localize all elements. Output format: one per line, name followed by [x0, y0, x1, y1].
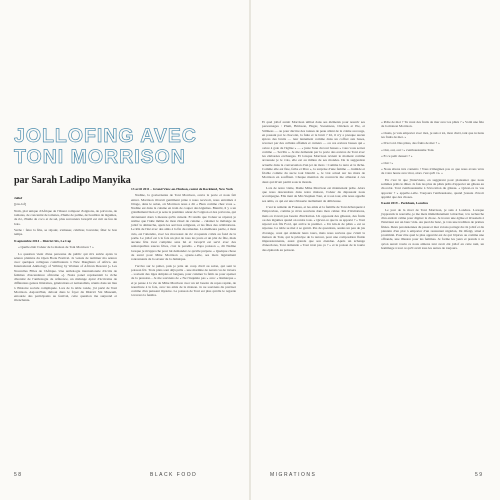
- paragraph: « Nous étions très contents ! Vous n'imaginez pas ce que nous avons vécu de votre heure avec moi, alors c'est qu'il va. »: [381, 167, 484, 176]
- paragraph: « Et ce petit dessert ? »: [381, 154, 413, 159]
- paragraph: Nom, plat unique d'Afrique de l'Ouest composé d'oignons, de poivrons, de tomates, de concentré de tomates, d'huile de palme, de bouillon de légumes, de riz, d'huile de coco et de sel, plus savoureux lorsqu'il est cuit au feu de bois.: [14, 208, 117, 226]
- article-title: [14, 126, 234, 168]
- title-line-2: TONI MORRISON: [14, 146, 186, 168]
- paragraph: « Quelle était l'odeur de la maison de Toni Morrison ? »: [18, 245, 94, 250]
- paragraph: Nadine, la gouvernante de Toni Morrison, ouvre la porte et nous fait entrer. Morrison m'avait gentiment priée à nous recevoir, nous entraînés à l'étage, dans le salon, où Morrison nous a dit « Bien comme chez vous ». Nadine est dans la cuisine en train de couper des légumes. Bientôt, il y a un grésillement bien et je sens la première odeur de l'oignon et des poivrons, qui deviennent doux à mesure qu'ils cuisent. Et tandis que l'odeur se répand, je réalise que l'idée même de mon rituel de cuisine – cuisiner le mélange de jollof la démarche, après les services religieux, et les fêtes des célébrations. Le Riz de l'été avec des amis à la fin du ramadan. La meilleure partie, à mon avis, est l'attendre, avec les morceaux de riz croquants collés au fond de la poêle. Le jollof est à la fois un plat de tous les jours et un plat de fête, mais aucune fête n'est complète sans lui et lorsqu'il est servi avec des remarquables sauces frites, c'est le paradis. « Papa poisson », dit Nadine lorsque je m'approche pour lui demander ce qu'elle prépare. « Quelque chose de sucré pour Mme Morrison », ajoute-t-elle, ses mots légèrement ronronnants de la saveur de la Jamaïque.: [131, 193, 236, 262]
- paragraph: 13 avril 2011 – Grand View-on-Hudson, comté de Rockland, New York: [131, 187, 233, 191]
- text-column-1: [14, 196, 117, 305]
- paragraph: « Ouais, je vais emporter avec moi, je suis à toi, mon chéri, tant que tu tiens tes fruits de mer. »: [381, 130, 484, 139]
- paragraph: Et quel jollof aurait Morrison utilisé dans ses éléments pour nourrir ses personnages : Plum, Hérisson, Hagar, Sweetness, Chicken et Pie, et Stillness — ou pour décrire des tonnes de peau allant de la crème au rouge, en passant par le chocolat, la fuite et le bruit ? Ici, il n'y a presque aucun épices des bruits — leur lentement comme dans un coffret aux bases, reverser par des cellules affamés et curieux — ou ces œuvres basses qui « ouvre à gole de l'église » — « juste l'une du tout basses » vous vous serrez comme — Sevilla ». Je me demande par la porte des œuvres de Toni avec les élaborées exchanges. Et lorsque Morrison revient le moment comme arroussée je le vois, elle est au milieu de ses mondes. De la suggestion actuelle dans la conversation d'un jet de mots : Comme la terre et la tâche. Comme elle est fine, faibe et libre », la surprise d'une femme — humide et friable comme du sucre tout blanchi », le vrai actuel sur les murs de Morrison en souffrant. Chaque mention du couvercle me allusion à ces deux qui m'ont parmi sous le monde.: [262, 120, 365, 184]
- paragraph: « Oui ! »: [381, 160, 394, 165]
- paragraph: Verbe : faire la fête, se réjouir, s'amuser, célébrer, bavarder, fêter le bon temps.: [14, 228, 117, 237]
- author-byline: par Sarah Ladipo Manyika: [14, 175, 131, 186]
- paragraph: « Prête de moi ? Tu veux des fruits de mer avec tes pâtés ? » Voilà une fête de la maison Morrison.: [381, 120, 484, 129]
- text-column-3: [262, 120, 365, 254]
- title-line-1: JOLLOFING AVEC: [14, 125, 198, 147]
- text-column-4: [381, 120, 484, 252]
- page-gutter: [249, 0, 251, 500]
- running-head-left: BLACK FOOD: [150, 472, 198, 478]
- paragraph: Jollof: [14, 196, 23, 200]
- paragraph: « D'accord. Des pâtes, des fruits de mer ? »: [381, 141, 440, 146]
- paragraph: 8 août 2019 – Peckham, Londres: [381, 201, 429, 206]
- paragraph: [jaw-lof]: [14, 202, 27, 207]
- running-head-right: MIGRATIONS: [270, 472, 317, 478]
- paragraph: Lors de notre visite, Dame Mme Morrison est maintenant prête. Alors que nous descendons dans notre maison, l'odeur du dépassant nous accompagne. Elle tient de Mrs Stephen Tout, et à son tour, elle nous appelle ses amis, ce qui est une rôtisserie réellement de délicieuse.: [262, 185, 365, 203]
- paragraph: Le jour de la mort de Toni Morrison, je suis à Londres. Lorsque j'apprends la nouvelle, je me mets immédiatement à marcher, à la recherche d'un endroit calme pour digérer la chose. Je trouve une église et m'assieds à l'intérieur sur un banc vide. Au pied du banc, je vois une tradition de prières fêtées. Deux paroissiennes du passé et moi avions partagé du riz jollof et du plantain d'un plat à emporter d'un restaurant nigérian, Ilé Ofeigi, situé à proximité. Pour être quel le plus apprécié est de qui l'épices ou comme une offrande, une illusion pour les femmes. Je forme les yeux et prends à ce qu'on aurait voulu ce nous aimons tant avoir été jollof en cette nuit, un hommage à tout ce qu'il avait tous les autres de toujours.: [381, 207, 484, 250]
- page-number-left: 58: [14, 472, 23, 478]
- paragraph: En c'est là que j'interviens, en suggérant pour plaisanter que nous sommes prêts le dîner. Je fais les plus de pâtés prêts d'apporter un gâteau au chocolat. Toni s'enthousiasme à l'évocation du gâteau. « Qu'est-ce tu vas apporter ? » appelle-t-elle. Toujours l'enthousiaste, quand j'essaie d'avoir apprêté que des choses.: [381, 177, 484, 199]
- paragraph: C'est le remède de Fokasu, et les amis et la famille de Toni débarquent à l'improviste, comme je m'en souviens dans mon cahier. Pas d'invitations, mais on n'avait pas besoin d'invitation. Un opposant des gâteaux, des fruits ou des légumes quand on rentre tous. « Qu'est-ce que tu as apporté ? » Toni répond son fils Ford, qui arrive le premier. « Un kin-la de pâtés » est sa réponse. La table se met à se garnir. Pas de questions, seules un peu de jus d'orange, ceux qui aidaient leurs tours, mais nous savions que c'était la maison de Toni, qui le principe de la terreur, pour une composition fluide impressionnante, aussi grande que son étendue. Après un échange d'anecdotes, Toni demande « Tout n'est pas ça ? » et le poison de la tourte des épinards au poisson.: [262, 205, 365, 252]
- paragraph: La question vient d'une personne du public qui m'a suivie après la séance plénière du Open Book Festival. Je venais de terminer ma séance avec quelques collègues contributeurs à New Daughters of Africa. An International Anthology of Writing by Women of African Descent [« Les Nouvelles Filles de l'Afrique. Une anthologie internationale d'écrits de femmes d'ascendance africaine »]. Notre panel représentait la riche diversité de l'anthologie de référence, un mélange épicé d'écrivains de différentes genres littéraires, générations et nationalités, réunis dans un lieu à l'histoire sociale compliquée. Lors de la table ronde, j'ai parlé de Toni Morrison. Aujourd'hui, debout dans le foyer du District Six Museum, entourée des participants au festival, cette question me surprend et m'enchante.: [14, 251, 117, 303]
- page-number-right: 59: [475, 472, 484, 478]
- paragraph: 8 septembre 2014 – District Six, Le Cap: [14, 238, 72, 243]
- paragraph: J'arrive sur le palier, puis je jette un coup d'œil au salon, qui sent le poisson frit. Trois plats sont déjà prêts – une marmite de navets vu de travers – souvent des tiges simples et longues, pour cuisiner la faim ou pour apaiser de la pression... Je me souviens de « Ne t'inquiète pas » avec « Remarque » et je pense à la vie de Mme Morrison avec un tel besoin de repas rapide, de nourriture à la fois, avec les amis de la maison. Je ne souviens du préciser comme d'un puissant mystère. Le poisson de Toni est plus qu'elle le regarde à travers la fenêtre.: [131, 263, 236, 298]
- text-column-2: [131, 186, 236, 300]
- paragraph: « Oui, oui, oui ! » s'enthousiasme Toni.: [381, 147, 435, 152]
